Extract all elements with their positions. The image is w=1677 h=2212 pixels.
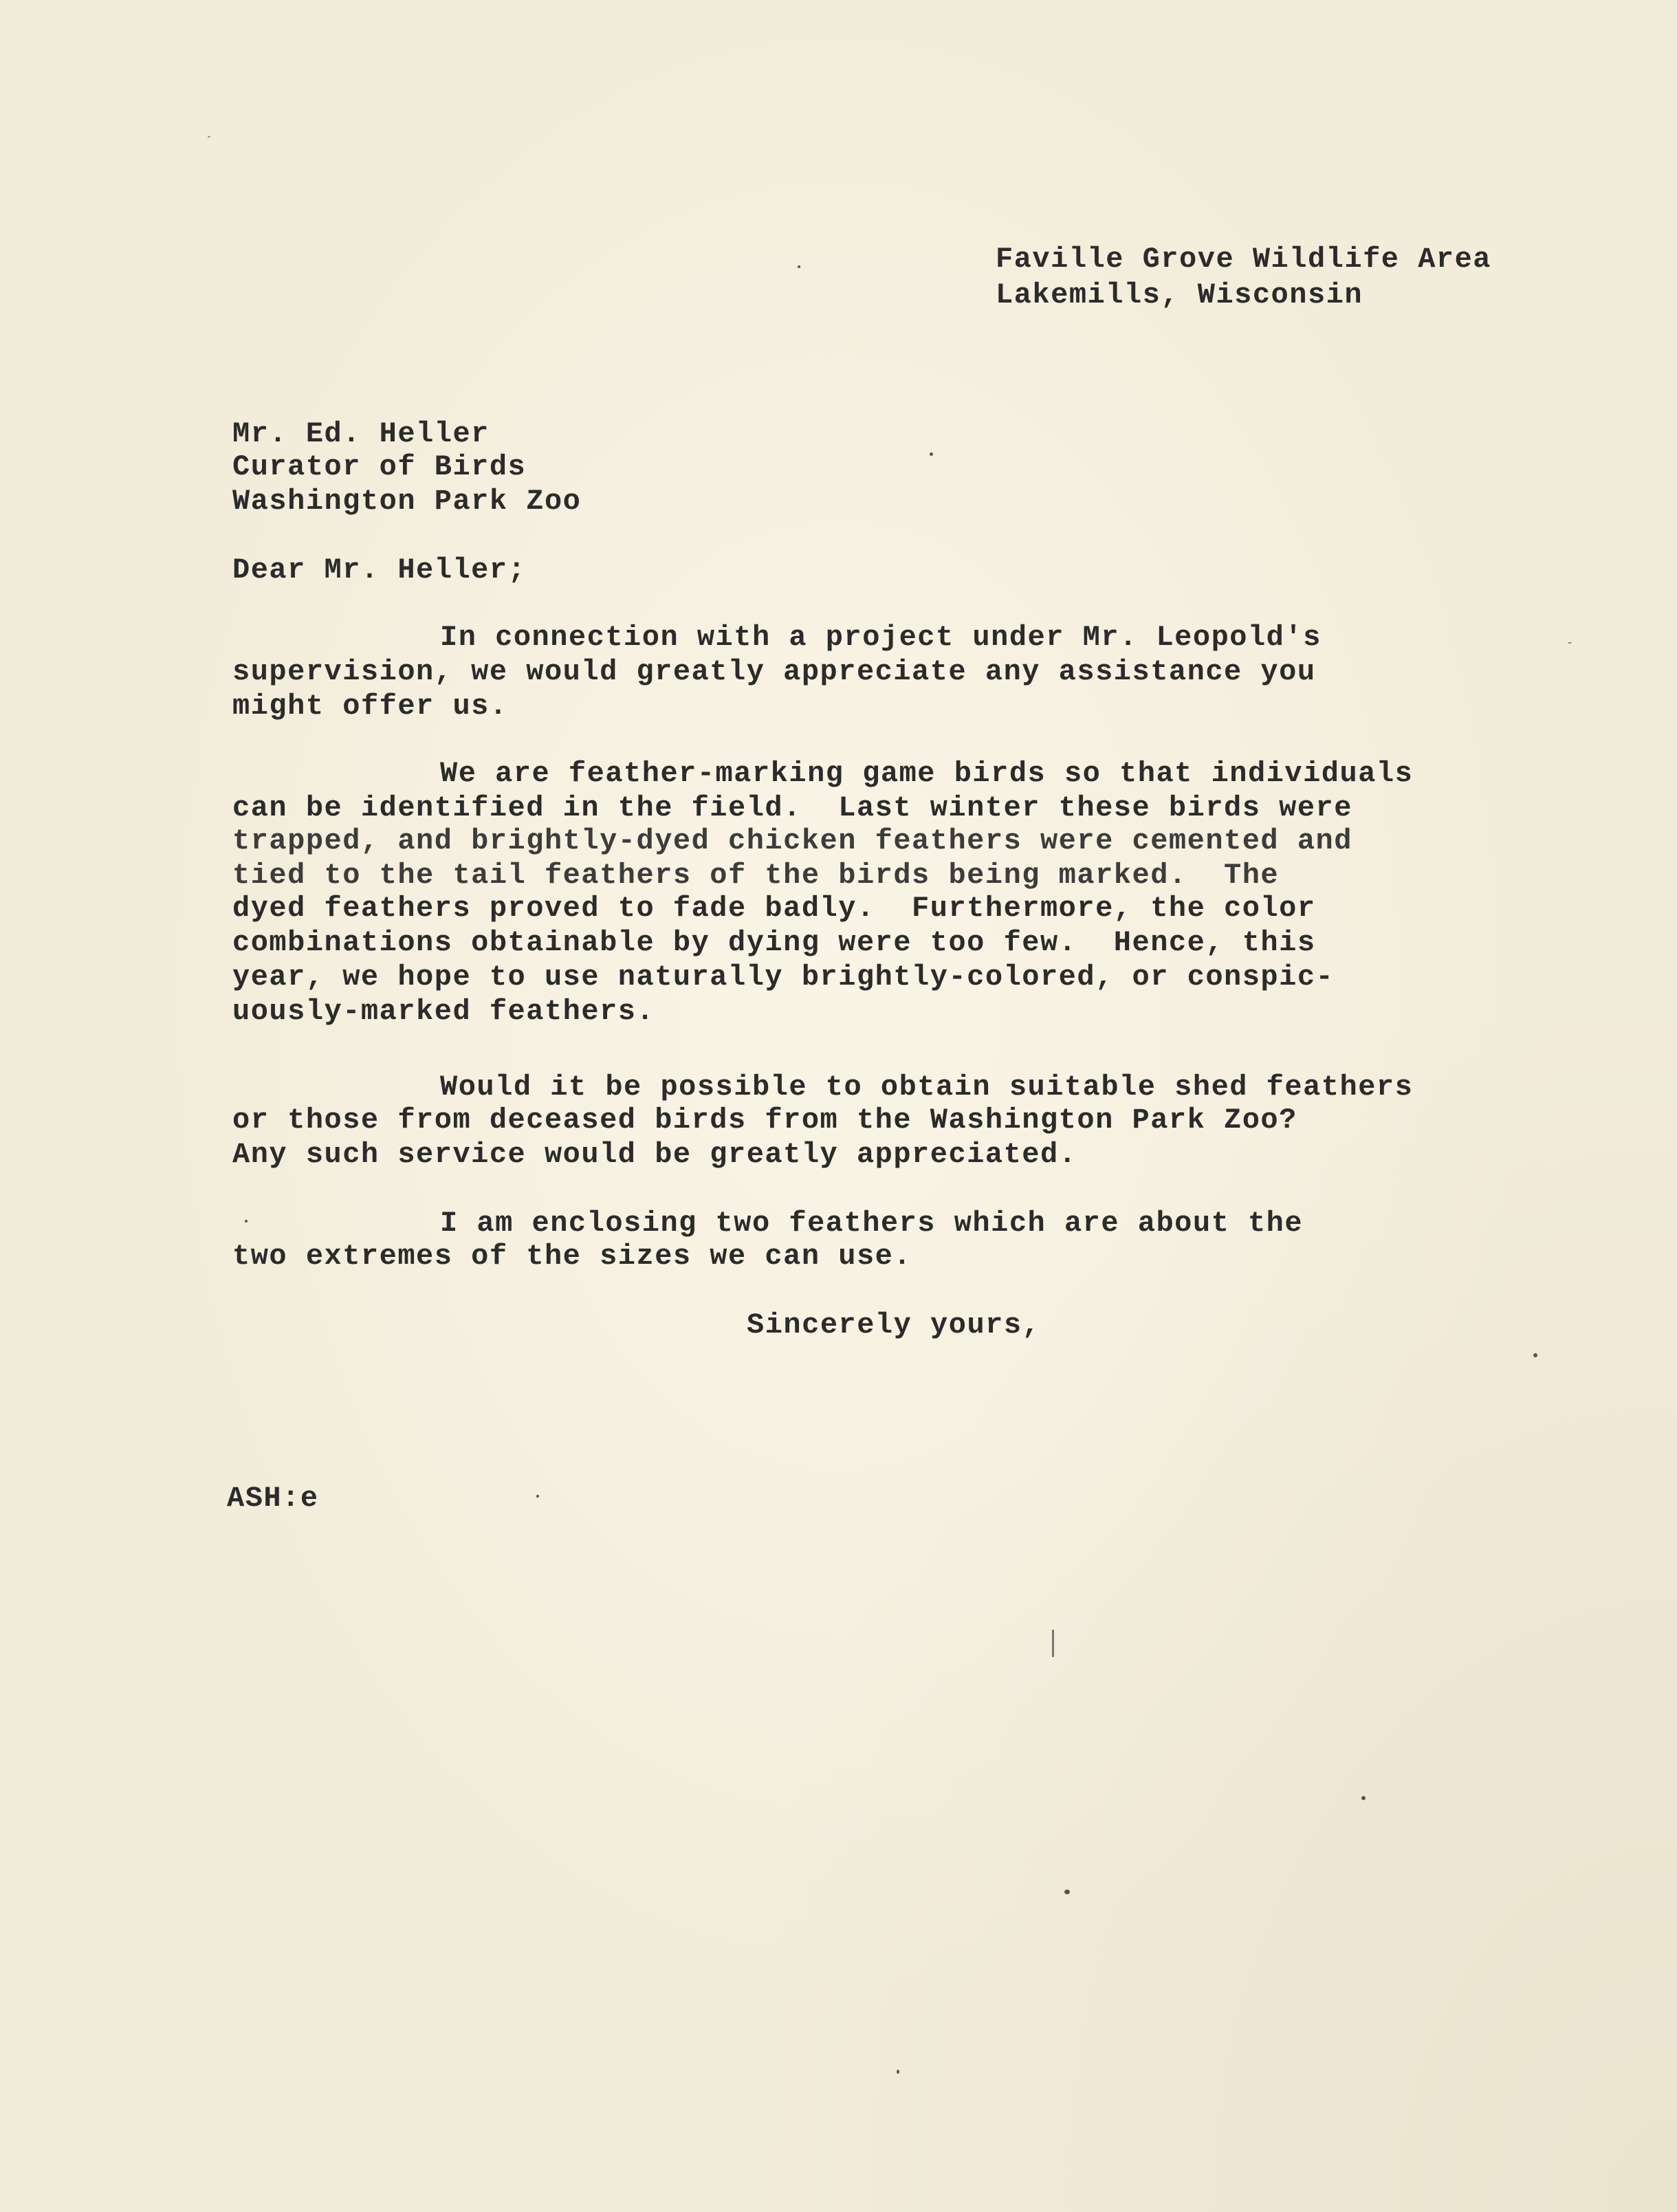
paragraph-2-line: can be identified in the field. Last winter these birds were (232, 791, 1352, 824)
paragraph-1-line: might offer us. (232, 690, 508, 723)
paper-speck (930, 452, 933, 456)
paper-mark (1052, 1630, 1054, 1657)
paragraph-2-line: year, we hope to use naturally brightly-colored, or conspic- (232, 961, 1335, 994)
paragraph-3-line: Any such service would be greatly appreciated. (232, 1138, 1077, 1171)
paragraph-4-line: two extremes of the sizes we can use. (232, 1240, 912, 1273)
paragraph-1-line: supervision, we would greatly appreciate any assistance you (232, 655, 1316, 688)
paragraph-2-line: We are feather-marking game birds so that individuals (440, 757, 1414, 790)
paragraph-3-line: Would it be possible to obtain suitable shed feathers (440, 1071, 1414, 1104)
closing: Sincerely yours, (747, 1308, 1041, 1342)
paper-speck (1568, 642, 1572, 644)
paragraph-4-line: I am enclosing two feathers which are about the (440, 1207, 1304, 1240)
paragraph-2-line: trapped, and brightly-dyed chicken feathers were cemented and (232, 824, 1352, 857)
paper-speck (245, 1220, 248, 1223)
paragraph-1-line: In connection with a project under Mr. Leopold's (440, 621, 1322, 654)
salutation: Dear Mr. Heller; (232, 554, 527, 587)
paper-speck (1064, 1890, 1070, 1894)
sender-line-1: Faville Grove Wildlife Area (996, 243, 1492, 276)
sender-line-2: Lakemills, Wisconsin (996, 278, 1363, 311)
paper-speck (1361, 1796, 1366, 1800)
recipient-name: Mr. Ed. Heller (232, 417, 490, 450)
paper-speck (1533, 1353, 1537, 1357)
paragraph-2-line: dyed feathers proved to fade badly. Furthermore, the color (232, 892, 1316, 925)
paper-speck (798, 265, 800, 268)
paragraph-2-line: tied to the tail feathers of the birds being marked. The (232, 859, 1280, 892)
paper-speck (536, 1495, 539, 1498)
typist-initials: ASH:e (227, 1482, 319, 1515)
recipient-organization: Washington Park Zoo (232, 485, 582, 518)
paragraph-3-line: or those from deceased birds from the Washington Park Zoo? (232, 1104, 1297, 1137)
recipient-title: Curator of Birds (232, 450, 527, 483)
paragraph-2-line: combinations obtainable by dying were too few. Hence, this (232, 926, 1316, 959)
paper-speck (897, 2070, 899, 2074)
paragraph-2-line: uously-marked feathers. (232, 995, 655, 1028)
paper-speck (208, 136, 210, 138)
